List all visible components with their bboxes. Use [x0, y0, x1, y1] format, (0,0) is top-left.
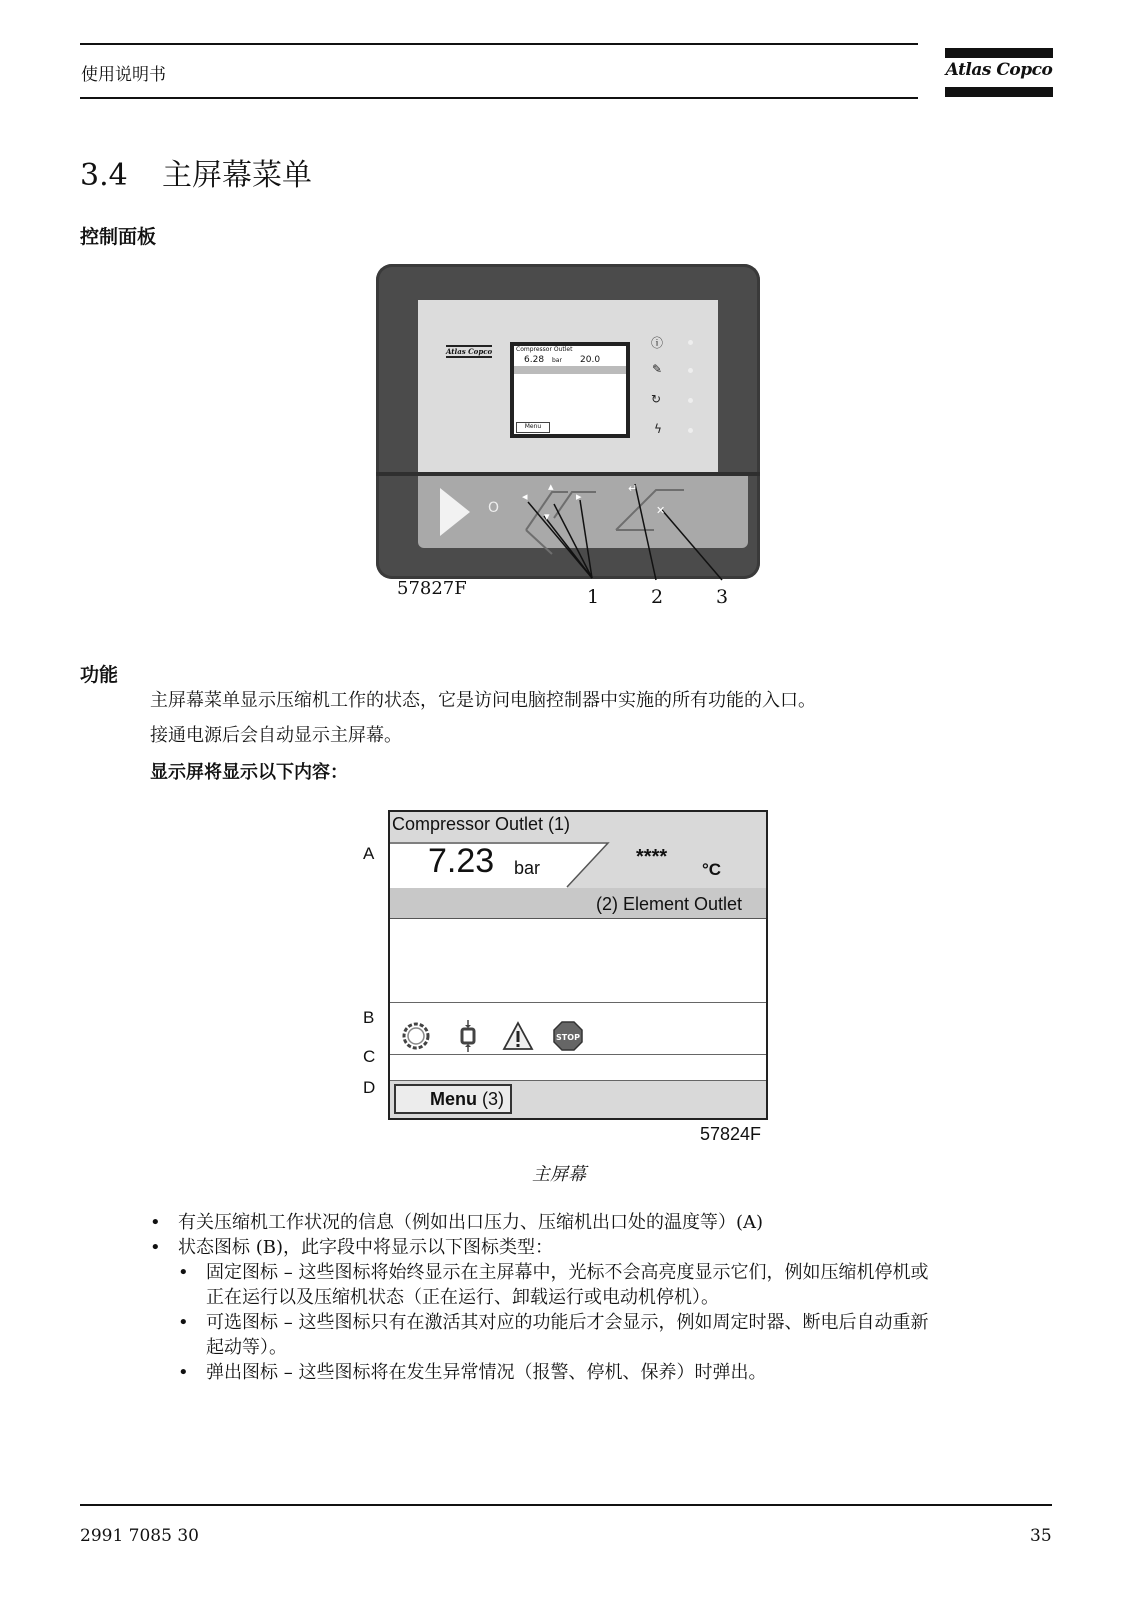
svg-text:▾: ▾	[544, 510, 550, 523]
pressure-value: 7.23	[428, 842, 495, 880]
warning-icon	[502, 1020, 534, 1052]
zone-letter-d: D	[363, 1078, 376, 1097]
sub-bullet-item: • 可选图标 – 这些图标只有在激活其对应的功能后才会显示，例如周定时器、断电后自动重新 起动等）。	[178, 1312, 929, 1358]
svg-text:↵: ↵	[628, 482, 638, 495]
callout-2: 2	[651, 586, 664, 608]
pressure-unit: bar	[514, 858, 541, 878]
section-number: 3.4	[80, 158, 128, 193]
callout-3: 3	[716, 586, 729, 608]
zone-letter-b: B	[363, 1008, 375, 1027]
svg-text:▴: ▴	[548, 480, 554, 493]
element-outlet-label: (2) Element Outlet	[596, 894, 743, 914]
header-top-rule	[80, 43, 918, 45]
unload-icon	[452, 1020, 484, 1052]
power-led-icon: ϟ	[654, 422, 662, 436]
section-title	[80, 150, 312, 194]
stop-key-icon: O	[488, 500, 500, 516]
doc-number: 2991 7085 30	[80, 1526, 199, 1546]
header-bottom-rule	[80, 97, 918, 99]
main-screen-display	[388, 810, 768, 1120]
footer-rule	[80, 1504, 1052, 1506]
mini-lcd: Compressor Outlet 6.28 20.0 bar Menu	[510, 342, 630, 438]
temperature-value: ****	[636, 846, 668, 868]
svg-text:✕: ✕	[656, 504, 666, 517]
led-dot	[688, 428, 693, 433]
control-panel-figure-code: 57827F	[397, 578, 467, 599]
stop-icon	[552, 1020, 584, 1052]
display-intro: 显示屏将显示以下内容：	[150, 762, 348, 783]
function-paragraph-1: 主屏幕菜单显示压缩机工作的状态，它是访问电脑控制器中实施的所有功能的入口。	[150, 690, 816, 711]
ring-icon	[400, 1020, 432, 1052]
auto-restart-led-icon: ↻	[651, 392, 662, 406]
control-panel-heading: 控制面板	[80, 226, 157, 248]
sub-bullet-item: • 固定图标 – 这些图标将始终显示在主屏幕中，光标不会高亮度显示它们，例如压缩机停机或 正在运行以及压缩机状态（正在运行、卸载运行或电动机停机）。	[178, 1262, 929, 1308]
function-paragraph-2: 接通电源后会自动显示主屏幕。	[150, 725, 402, 746]
menu-button[interactable]: Menu (3)	[394, 1084, 512, 1114]
atlas-copco-logo: Atlas Copco	[945, 48, 1053, 99]
zone-letter-c: C	[363, 1047, 376, 1066]
compressor-outlet-label: Compressor Outlet (1)	[392, 814, 571, 834]
sub-bullet-item: • 弹出图标 – 这些图标将在发生异常情况（报警、停机、保养）时弹出。	[178, 1362, 767, 1383]
bullet-item: • 有关压缩机工作状况的信息（例如出口压力、压缩机出口处的温度等）(A)	[150, 1212, 764, 1233]
doc-title: 使用说明书	[81, 65, 166, 85]
callout-1: 1	[587, 586, 600, 608]
mini-logo: Atlas Copco	[446, 347, 493, 356]
svg-text:◂: ◂	[522, 490, 528, 503]
figure-caption: 主屏幕	[532, 1164, 586, 1185]
function-heading: 功能	[80, 664, 119, 686]
led-dot	[688, 398, 693, 403]
temperature-unit: °C	[702, 860, 722, 879]
bullet-item: • 状态图标 (B)，此字段中将显示以下图标类型：	[150, 1237, 553, 1258]
alarm-led-icon: ⓘ	[651, 336, 664, 350]
led-dot	[688, 368, 693, 373]
main-screen-figure-code: 57824F	[700, 1124, 762, 1144]
svg-text:▸: ▸	[576, 490, 582, 503]
section-title-text: 主屏幕菜单	[162, 158, 312, 193]
zone-letter-a: A	[363, 844, 375, 863]
stop-icon-text: STOP	[556, 1033, 580, 1042]
led-dot	[688, 340, 693, 345]
wrench-led-icon: ✎	[652, 362, 663, 376]
page-number: 35	[1030, 1526, 1052, 1546]
